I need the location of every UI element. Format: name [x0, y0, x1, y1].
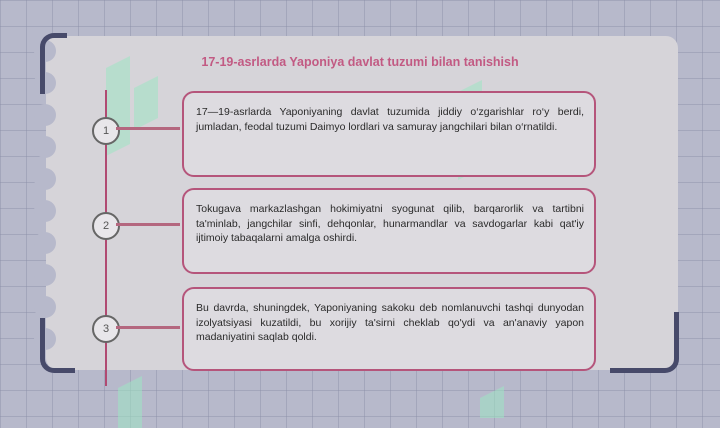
corner-bracket-bottom-left: [40, 318, 75, 373]
timeline-box-1: [182, 91, 596, 177]
timeline-text-2: Tokugava markazlashgan hokimiyatni syogunat qilib, barqarorlik va tartibni ta'minlab, jangchilar sinfi, dehqonlar, hunarmandlar va savdogarlar kabi qat'iy ijtimoiy tabaqalarni amalga oshirdi.: [196, 203, 584, 244]
timeline-box-2: [182, 188, 596, 274]
timeline-connector-1: [116, 127, 180, 130]
timeline-connector-2: [116, 223, 180, 226]
timeline-node-3: 3: [92, 315, 120, 343]
watermark-logo-icon: [108, 368, 178, 428]
timeline-node-1: 1: [92, 117, 120, 145]
watermark-logo-icon: [470, 378, 540, 418]
slide-title: 17-19-asrlarda Yaponiya davlat tuzumi bilan tanishish: [201, 55, 519, 69]
corner-bracket-bottom-right: [610, 312, 679, 373]
timeline-text-3: Bu davrda, shuningdek, Yaponiyaning sakoku deb nomlanuvchi tashqi dunyodan izolyatsiyasi kuzatildi, bu xorijiy ta'sirni cheklab qo'ydi va an'anaviy yapon madaniyatini saqlab qoldi.: [196, 302, 584, 343]
timeline-text-1: 17—19-asrlarda Yaponiyaning davlat tuzumida jiddiy o‘zgarishlar ro‘y berdi, jumladan, feodal tuzumi Daimyo lordlari va samuray jangchilari bilan o‘rnatildi.: [196, 106, 584, 133]
timeline-connector-3: [116, 326, 180, 329]
corner-bracket-top-left: [40, 33, 67, 94]
timeline-box-3: [182, 287, 596, 371]
timeline-node-2: 2: [92, 212, 120, 240]
